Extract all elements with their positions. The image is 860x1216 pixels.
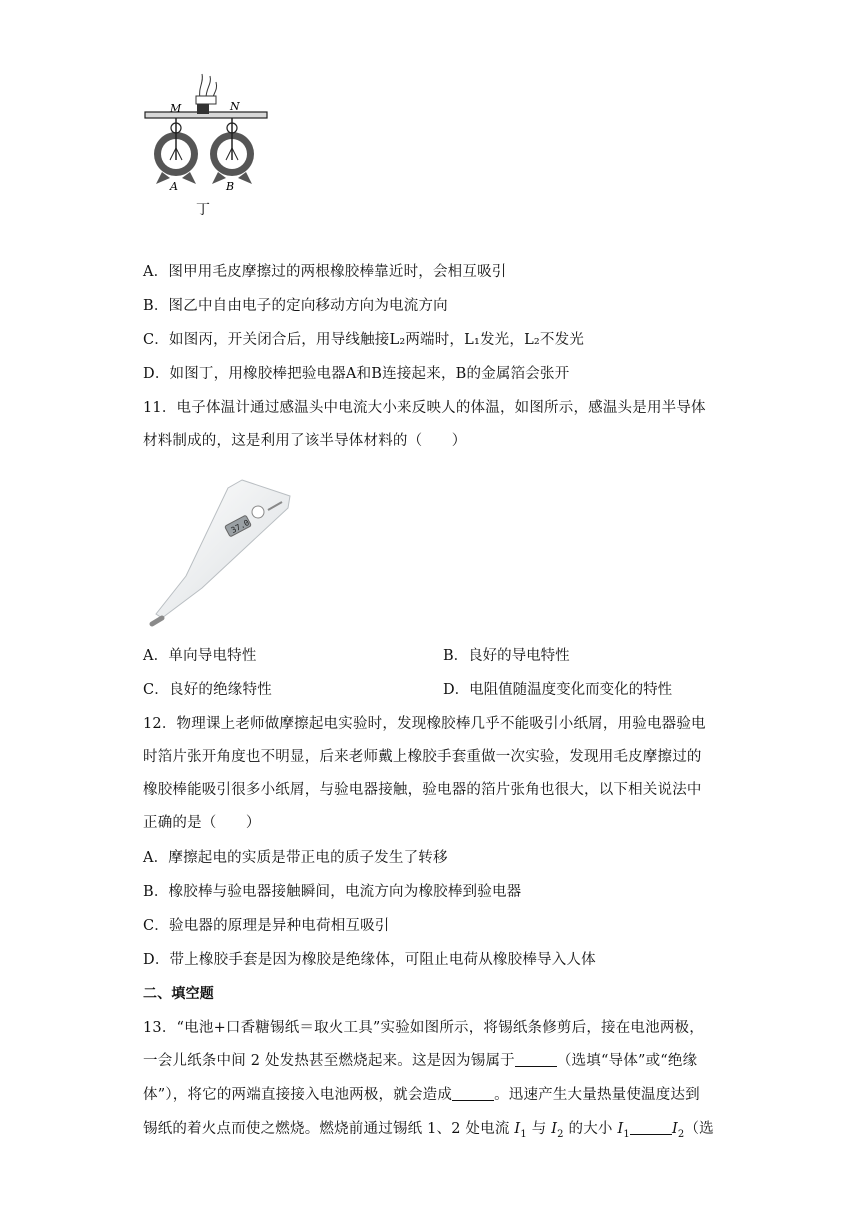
q13-line4 — [143, 1119, 714, 1145]
thermometer-image — [142, 472, 302, 632]
q13-line3-end: 。迅速产生大量热量使温度达到 — [494, 1087, 700, 1103]
sub-1-compare: 1 — [623, 1128, 630, 1140]
q11-option-a: A．单向导电特性 — [143, 648, 257, 664]
q11-stem-line2: 材料制成的，这是利用了该半导体材料的（ ） — [143, 433, 467, 449]
sub-2: 2 — [557, 1128, 564, 1140]
var-i1-compare: I — [617, 1121, 624, 1137]
q12-option-d: D．带上橡胶手套是因为橡胶是绝缘体，可阻止电荷从橡胶棒导入人体 — [143, 952, 596, 968]
section-title-fill-in: 二、填空题 — [143, 986, 214, 1002]
label-a: A — [170, 180, 178, 193]
q13-line3 — [143, 1085, 700, 1105]
answer-blank-2[interactable] — [452, 1086, 494, 1101]
q12-stem-line4: 正确的是（ ） — [143, 815, 261, 831]
q13-line2-text: 一会儿纸条中间 2 处发热甚至燃烧起来。这是因为锡属于 — [143, 1053, 515, 1069]
var-i1: I — [514, 1121, 521, 1137]
answer-blank-1[interactable] — [515, 1052, 557, 1067]
sub-1: 1 — [520, 1128, 527, 1140]
q10-option-c: C．如图丙，开关闭合后，用导线触接L₂两端时，L₁发光，L₂不发光 — [143, 332, 585, 348]
q12-stem-line2: 时箔片张开角度也不明显，后来老师戴上橡胶手套重做一次实验，发现用毛皮摩擦过的 — [143, 749, 702, 765]
q11-option-d: D．电阻值随温度变化而变化的特性 — [443, 682, 673, 698]
q13-line2-end: （选填“导体”或“绝缘 — [556, 1053, 698, 1069]
figure-caption: 丁 — [196, 202, 210, 218]
sub-2-compare: 2 — [677, 1128, 685, 1140]
q10-option-a: A．图甲用毛皮摩擦过的两根橡胶棒靠近时，会相互吸引 — [143, 264, 507, 280]
q11-stem-line1: 11．电子体温计通过感温头中电流大小来反映人的体温，如图所示，感温头是用半导体 — [143, 400, 706, 416]
q13-line4-end: （选 — [684, 1121, 714, 1137]
q13-line2 — [143, 1051, 697, 1071]
var-i2: I — [551, 1121, 558, 1137]
var-i2-compare: I — [671, 1121, 678, 1137]
q12-stem-line3: 橡胶棒能吸引很多小纸屑，与验电器接触，验电器的箔片张角也很大，以下相关说法中 — [143, 782, 702, 798]
q12-option-b: B．橡胶棒与验电器接触瞬间，电流方向为橡胶棒到验电器 — [143, 884, 522, 900]
q13-line4-text: 锡纸的着火点而使之燃烧。燃烧前通过锡纸 1、2 处电流 — [143, 1121, 515, 1137]
thermometer-display: 37.0 — [229, 518, 251, 536]
q11-option-c: C．良好的绝缘特性 — [143, 682, 272, 698]
label-m: M — [170, 102, 182, 115]
q10-option-b: B．图乙中自由电子的定向移动方向为电流方向 — [143, 298, 448, 314]
q13-line3-text: 体”），将它的两端直接接入电池两极，就会造成 — [143, 1087, 453, 1103]
q13-and: 与 — [526, 1121, 552, 1137]
answer-blank-3[interactable] — [630, 1120, 672, 1135]
q13-line4-mid: 的大小 — [563, 1121, 618, 1137]
q12-stem-line1: 12．物理课上老师做摩擦起电实验时，发现橡胶棒几乎不能吸引小纸屑，用验电器验电 — [143, 716, 706, 732]
q12-option-a: A．摩擦起电的实质是带正电的质子发生了转移 — [143, 850, 448, 866]
q13-line1: 13．“电池+口香糖锡纸＝取火工具”实验如图所示，将锡纸条修剪后，接在电池两极， — [143, 1020, 704, 1036]
label-n: N — [230, 100, 240, 113]
label-b: B — [226, 180, 235, 193]
q10-option-d: D．如图丁，用橡胶棒把验电器A和B连接起来，B的金属箔会张开 — [143, 366, 570, 382]
q11-option-b: B．良好的导电特性 — [443, 648, 570, 664]
q12-option-c: C．验电器的原理是异种电荷相互吸引 — [143, 918, 390, 934]
figure-ding-electroscopes — [140, 68, 280, 218]
